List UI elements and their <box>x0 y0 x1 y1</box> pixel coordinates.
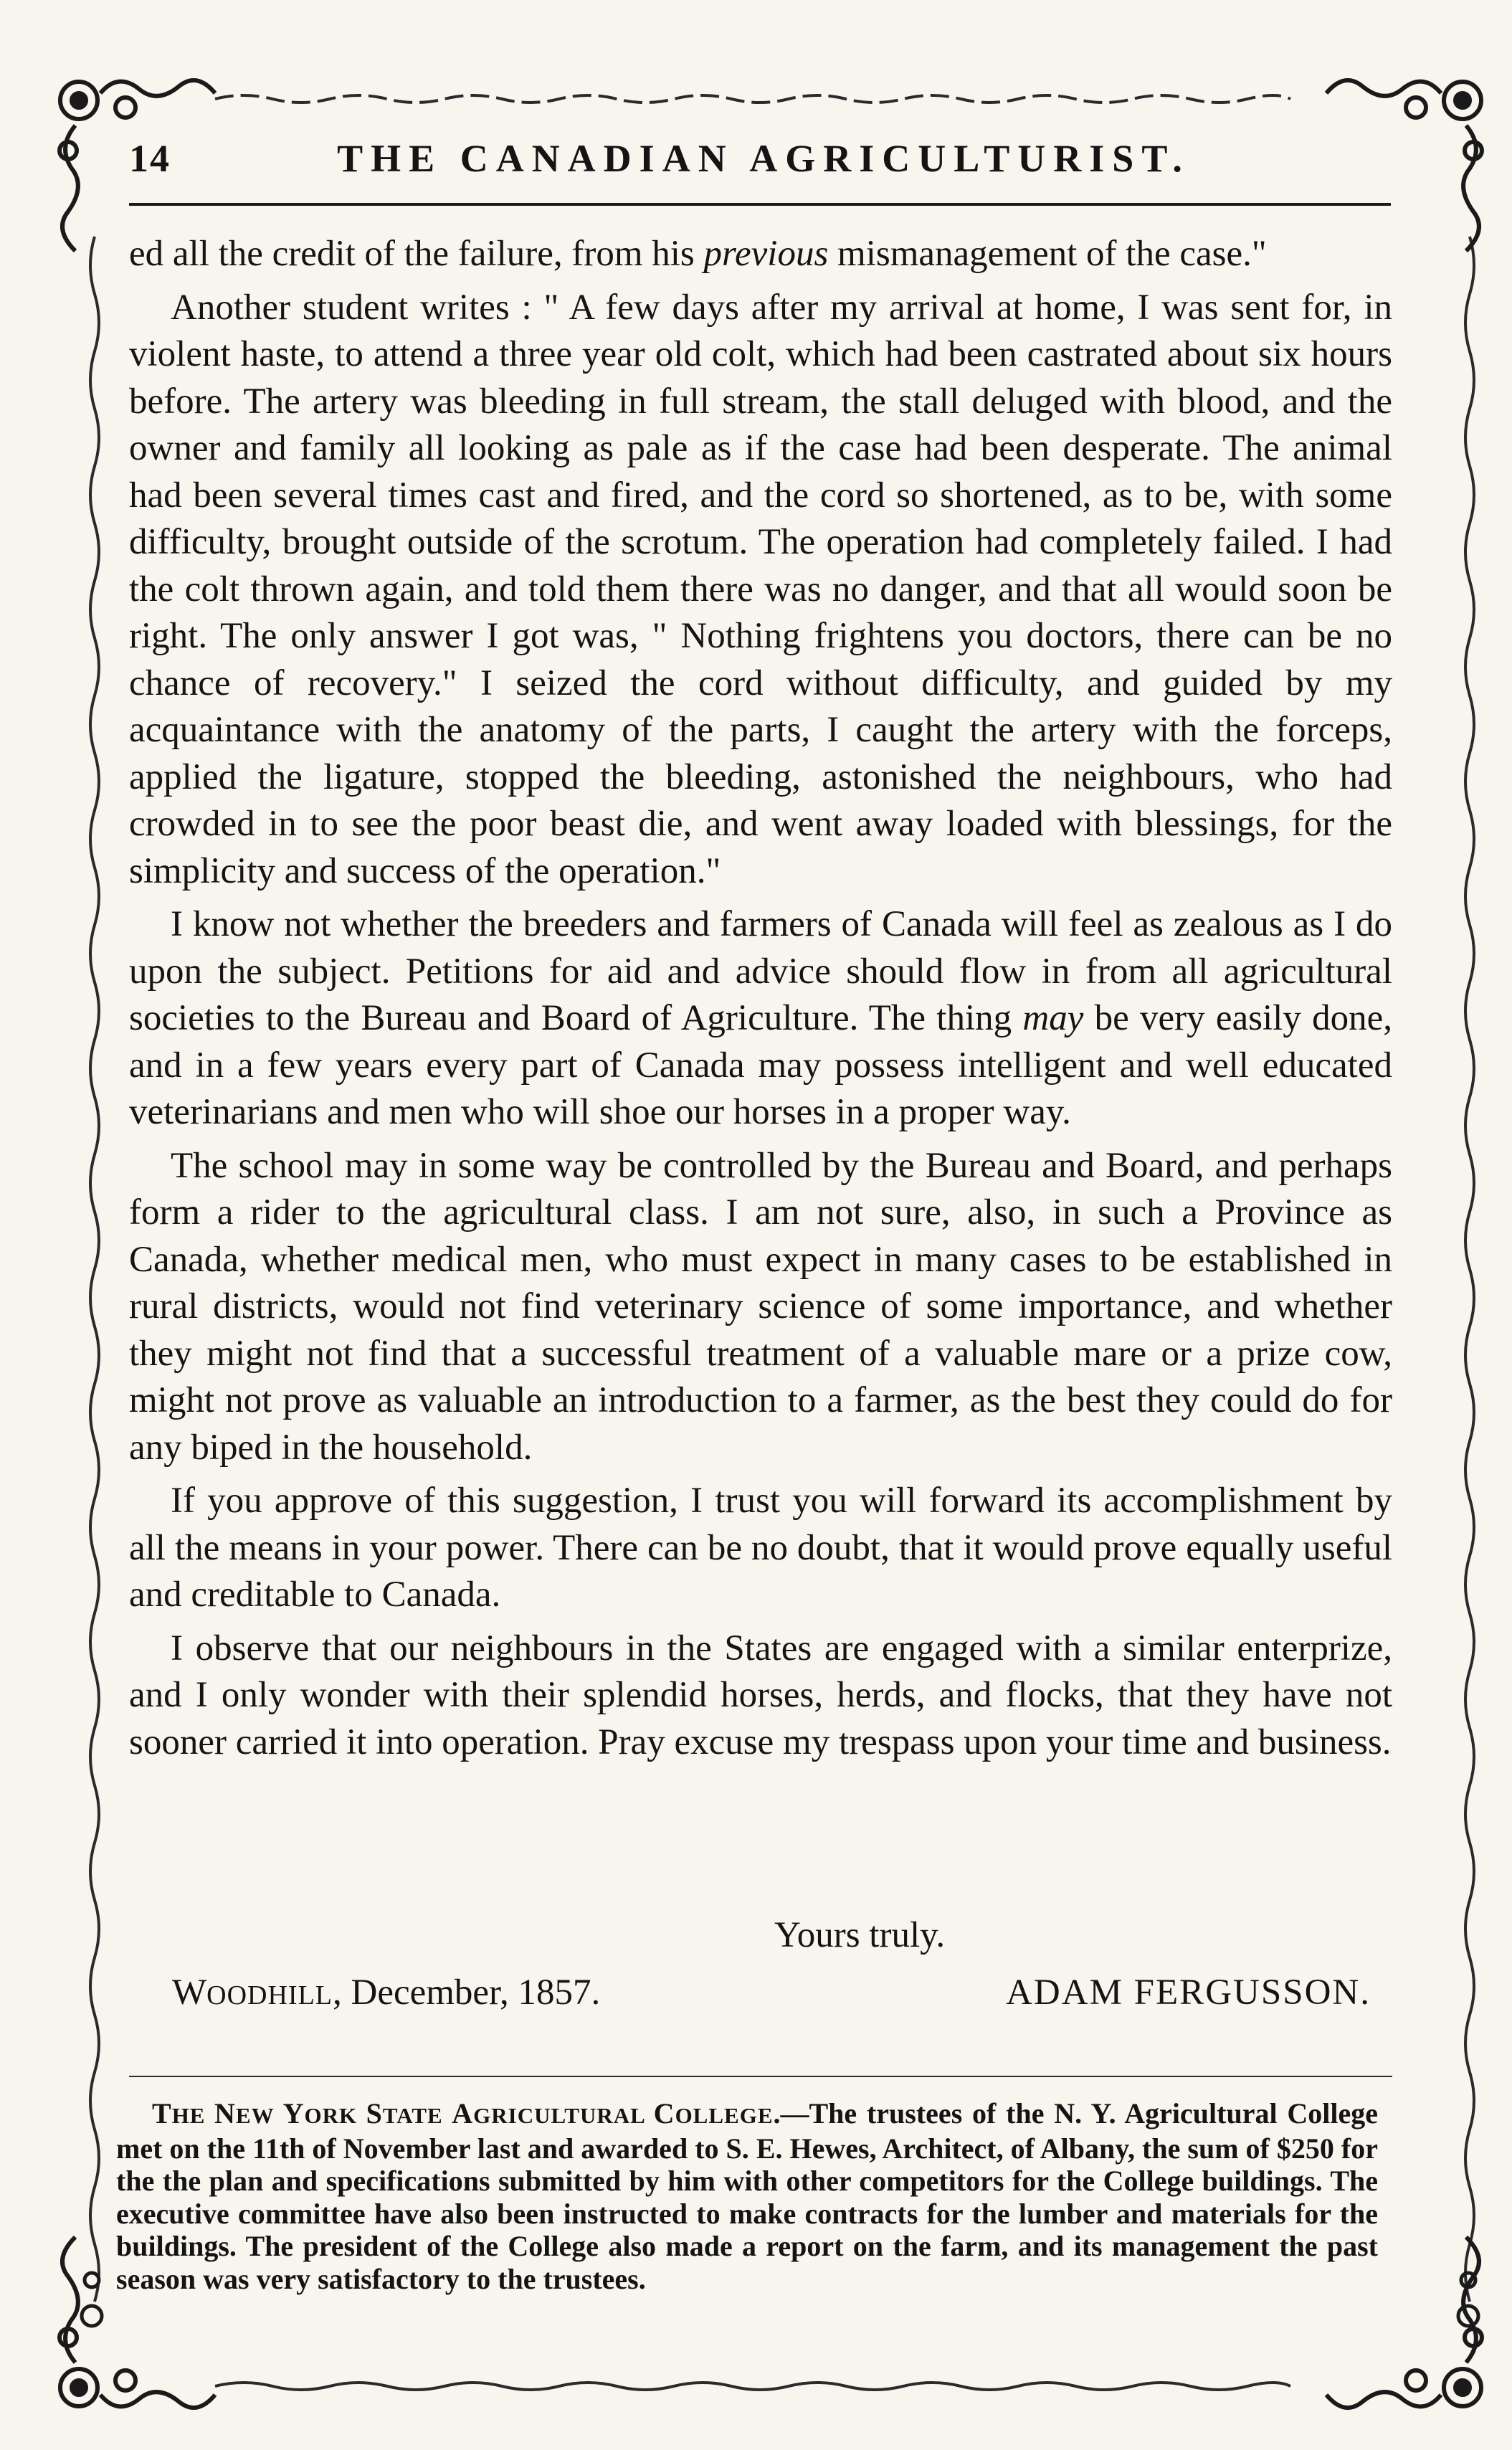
title-word: AGRICULTURAL <box>452 2097 654 2129</box>
place-and-date <box>172 1972 600 2013</box>
news-note <box>116 2097 1378 2295</box>
note-paragraph <box>116 2097 1378 2295</box>
yours-truly: Yours truly. <box>774 1915 946 1955</box>
paragraph-1-end: mismanagement of the case." <box>828 234 1267 274</box>
running-head: THE CANADIAN AGRICULTURIST. <box>337 137 1190 180</box>
emphasis-may: may <box>1022 998 1084 1038</box>
paragraph-1 <box>129 231 1392 278</box>
paragraph-3-start: I know not whether the breeders and farmers of Canada will feel as zealous as I do upon the subject. Petitions for aid and advice should flow in from all agricultural societies to the Bureau and Board of Agriculture. The thing <box>129 904 1392 1038</box>
paragraph-3-end: be very easily done, and in a few years every part of Canada may possess intelligent and well educated veterinarians and men who will shoe our horses in a proper way. <box>129 998 1392 1132</box>
right-border-line <box>1465 237 1474 2302</box>
top-border-line <box>215 95 1290 103</box>
page-header <box>129 129 1398 208</box>
bottom-border-line <box>215 2383 1290 2390</box>
paragraph-3 <box>129 901 1392 1136</box>
paragraph-2: Another student writes : " A few days after my arrival at home, I was sent for, in violent haste, to attend a three year old colt, which had been castrated about six hours before. The artery was bleeding in full stream, the stall deluged with blood, and the owner and family all looking as pale as if the case had been desperate. The animal had been several times cast and fired, and the cord so shortened, as to be, with some difficulty, brought outside of the scrotum. The operation had completely failed. I had the colt thrown again, and told them there was no danger, and that all would soon be right. The only answer I got was, " Nothing frightens you doctors, there can be no chance of recovery." I seized the cord without difficulty, and guided by my acquaintance with the anatomy of the parts, I caught the artery with the forceps, applied the ligature, stopped the bleeding, astonished the neighbours, who had crowded in to see the poor beast die, and went away loaded with blessings, for the simplicity and success of the operation." <box>129 287 1392 891</box>
note-text: .—The trustees of the N. Y. Agricultural College met on the 11th of November last and awarded to S. E. Hewes, Architect, of Albany, the sum of $250 for the the plan and specifications submitted by him with other competitors for the College buildings. The executive committee have also been instructed to make contracts for the lumber and materials for the buildings. The president of the College also made a report on the farm, and its management the past season was very satisfactory to the trustees. <box>116 2097 1378 2295</box>
letter-date: , December, 1857. <box>333 1972 601 2013</box>
emphasis-previous: previous <box>703 234 829 274</box>
signature-name: ADAM FERGUSSON. <box>1006 1972 1371 2013</box>
side-ornament-right <box>1458 2273 1478 2326</box>
title-word: COLLEGE <box>653 2097 774 2129</box>
paragraph-1-start: ed all the credit of the failure, from his <box>129 234 704 274</box>
title-word: THE <box>152 2097 215 2129</box>
place-initial: W <box>172 1972 207 2013</box>
paragraph-6: I observe that our neighbours in the States are engaged with a similar enterprize, and I only wonder with their splendid horses, herds, and flocks, that they have not sooner carried it into operation. Pray excuse my trespass upon your time and business. <box>129 1628 1392 1762</box>
title-word: YORK <box>282 2097 366 2129</box>
place-rest: OODHILL <box>206 1980 333 2010</box>
title-word: STATE <box>366 2097 452 2129</box>
header-rule <box>129 203 1391 206</box>
note-title <box>152 2097 774 2129</box>
title-word: NEW <box>214 2097 283 2129</box>
note-rule <box>129 2076 1392 2077</box>
paragraph-4: The school may in some way be controlled by the Bureau and Board, and perhaps form a rider to the agricultural class. I am not sure, also, in such a Province as Canada, whether medical men, who must expect in many cases to be established in rural districts, would not find veterinary science of some importance, and whether they might not find that a successful treatment of a valuable mare or a prize cow, might not prove as valuable an introduction to a farmer, as the best they could do for any biped in the household. <box>129 1145 1392 1468</box>
side-ornament-left <box>82 2273 102 2326</box>
page-number: 14 <box>129 137 171 180</box>
letter-body <box>129 231 1392 1766</box>
paragraph-5: If you approve of this suggestion, I trust you will forward its accomplishment by all the means in your power. There can be no doubt, that it would prove equally useful and creditable to Canada. <box>129 1481 1392 1615</box>
left-border-line <box>90 237 99 2302</box>
